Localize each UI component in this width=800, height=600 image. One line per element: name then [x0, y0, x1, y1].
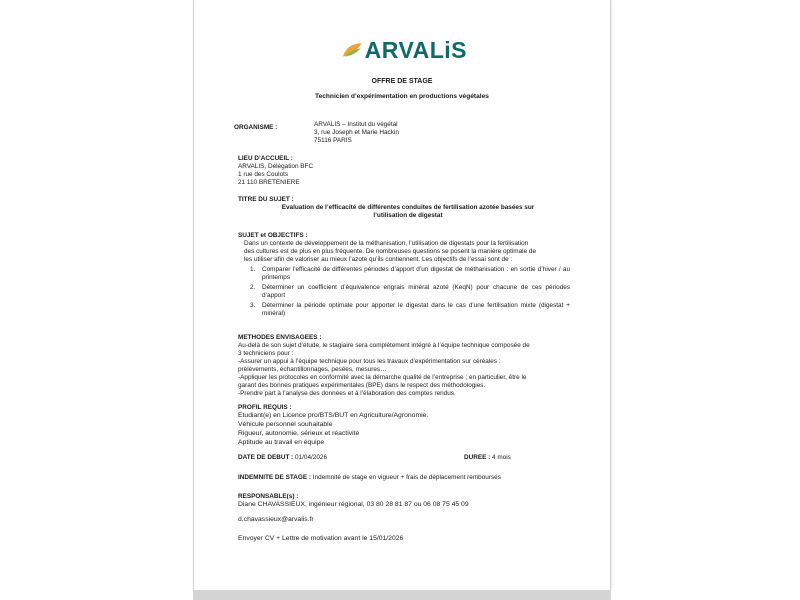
- date-debut-label: DATE DE DEBUT :: [238, 454, 294, 461]
- lieu-line: ARVALIS, Délégation BFC: [238, 163, 314, 170]
- duree-label: DUREE :: [464, 454, 491, 461]
- methodes-line: -Prendre part à l’analyse des données et à l’élaboration des comptes rendus.: [238, 390, 456, 397]
- profil-block: [238, 411, 428, 447]
- document-page: [193, 0, 611, 590]
- offer-subtitle: Technicien d’expérimentation en productions végétales: [315, 93, 489, 100]
- lieu-block: [238, 155, 313, 187]
- viewer-bottom-bar: [193, 590, 611, 600]
- offer-title: OFFRE DE STAGE: [371, 78, 433, 85]
- profil-line: Aptitude au travail en équipe: [238, 439, 325, 446]
- methodes-line: -Appliquer les protocoles en conformité avec la démarche qualité de l’entreprise ; en particulier, être le: [238, 374, 527, 381]
- list-item-number: 2.: [250, 284, 256, 291]
- responsable-email[interactable]: d.chavassieux@arvalis.fr: [238, 516, 314, 523]
- sujet-line: l’utilisation de digestat: [373, 212, 443, 219]
- list-item: [240, 284, 570, 300]
- organisme-line: 75116 PARIS: [314, 137, 352, 144]
- organisme-label: ORGANISME :: [234, 124, 278, 131]
- methodes-line: garant des bonnes pratiques expérimentales (BPE) dans le respect des méthodologies.: [238, 382, 486, 389]
- objectifs-label: SUJET et OBJECTIFS :: [238, 232, 308, 239]
- sujet-line: Evaluation de l’efficacité de différentes conduites de fertilisation azotée basées sur: [281, 204, 535, 211]
- list-item-number: 1.: [250, 266, 256, 273]
- methodes-line: Au-delà de son sujet d’étude, le stagiaire sera complètement intégré à l’équipe technique composée de: [238, 342, 530, 349]
- indemnite-label: INDEMNITE DE STAGE :: [238, 474, 312, 481]
- lieu-line: 21 110 BRETENIERE: [238, 179, 300, 186]
- date-debut: [238, 454, 327, 462]
- indemnite: [238, 474, 501, 482]
- duree-value: 4 mois: [490, 454, 511, 461]
- organisme-line: ARVALIS – Institut du végétal: [314, 121, 398, 128]
- logo-wordmark: ARVALiS: [364, 36, 467, 63]
- list-item-text: Déterminer un coefficient d’équivalence engrais minéral azoté (KeqN) pour chacune de ces périodes d’apport: [262, 284, 570, 299]
- methodes-line: 3 techniciens pour :: [238, 350, 294, 357]
- objectifs-line: Dans un contexte de développement de la méthanisation, l’utilisation de digestats pour la fertilisation: [244, 240, 529, 247]
- methodes-line: -Assurer un appui à l’équipe technique pour tous les travaux d’expérimentation sur céréales :: [238, 358, 501, 365]
- list-item: [240, 302, 570, 318]
- methodes-block: [238, 342, 578, 398]
- responsable-contact: Diane CHAVASSIEUX, ingénieur régional, 03 80 28 81 87 ou 06 08 75 45 09: [238, 501, 469, 508]
- list-item-number: 3.: [250, 302, 256, 309]
- sujet-label: TITRE DU SUJET :: [238, 196, 294, 203]
- application-deadline: Envoyer CV + Lettre de motivation avant le 15/01/2026: [238, 535, 404, 542]
- profil-line: Rigueur, autonomie, sérieux et réactivité: [238, 430, 360, 437]
- duree: [464, 454, 511, 462]
- organisme-block: [314, 121, 399, 145]
- profil-line: Véhicule personnel souhaitable: [238, 421, 333, 428]
- indemnite-value: Indemnité de stage en vigueur + frais de déplacement remboursés: [311, 474, 501, 481]
- list-item-text: Comparer l’efficacité de différentes périodes d’apport d’un digestat de méthanisation : en sortie d’hiver / au printemps: [262, 266, 570, 281]
- organisme-line: 3, rue Joseph et Marie Hackin: [314, 129, 399, 136]
- profil-label: PROFIL REQUIS :: [238, 404, 292, 411]
- lieu-line: 1 rue des Coulots: [238, 171, 289, 178]
- sujet-title: [238, 204, 578, 220]
- lieu-label: LIEU D’ACCUEIL :: [238, 155, 293, 162]
- list-item: [240, 266, 570, 282]
- responsable-label: RESPONSABLE(s) :: [238, 493, 299, 500]
- date-debut-value: 01/04/2026: [293, 454, 328, 461]
- leaf-logo-icon: [342, 41, 363, 59]
- list-item-text: Déterminer la période optimale pour apporter le digestat dans le cas d’une fertilisation mixte (digestat + minéral): [262, 302, 570, 317]
- methodes-label: METHODES ENVISAGEES :: [238, 334, 322, 341]
- objectifs-line: les utiliser afin de valoriser au mieux l’azote qu’ils contiennent. Les objectifs de l’essai sont de :: [244, 256, 513, 263]
- objectifs-line: des cultures est de plus en plus fréquente. De nombreuses questions se posent la manière optimale de: [244, 248, 537, 255]
- methodes-line: prélèvements, échantillonnages, pesées, mesures…: [238, 366, 387, 373]
- profil-line: Etudiant(e) en Licence pro/BTS/BUT en Agriculture/Agronomie.: [238, 412, 429, 419]
- arvalis-logo: [342, 37, 467, 63]
- objectifs-list: [240, 266, 570, 318]
- objectifs-intro: [244, 240, 574, 264]
